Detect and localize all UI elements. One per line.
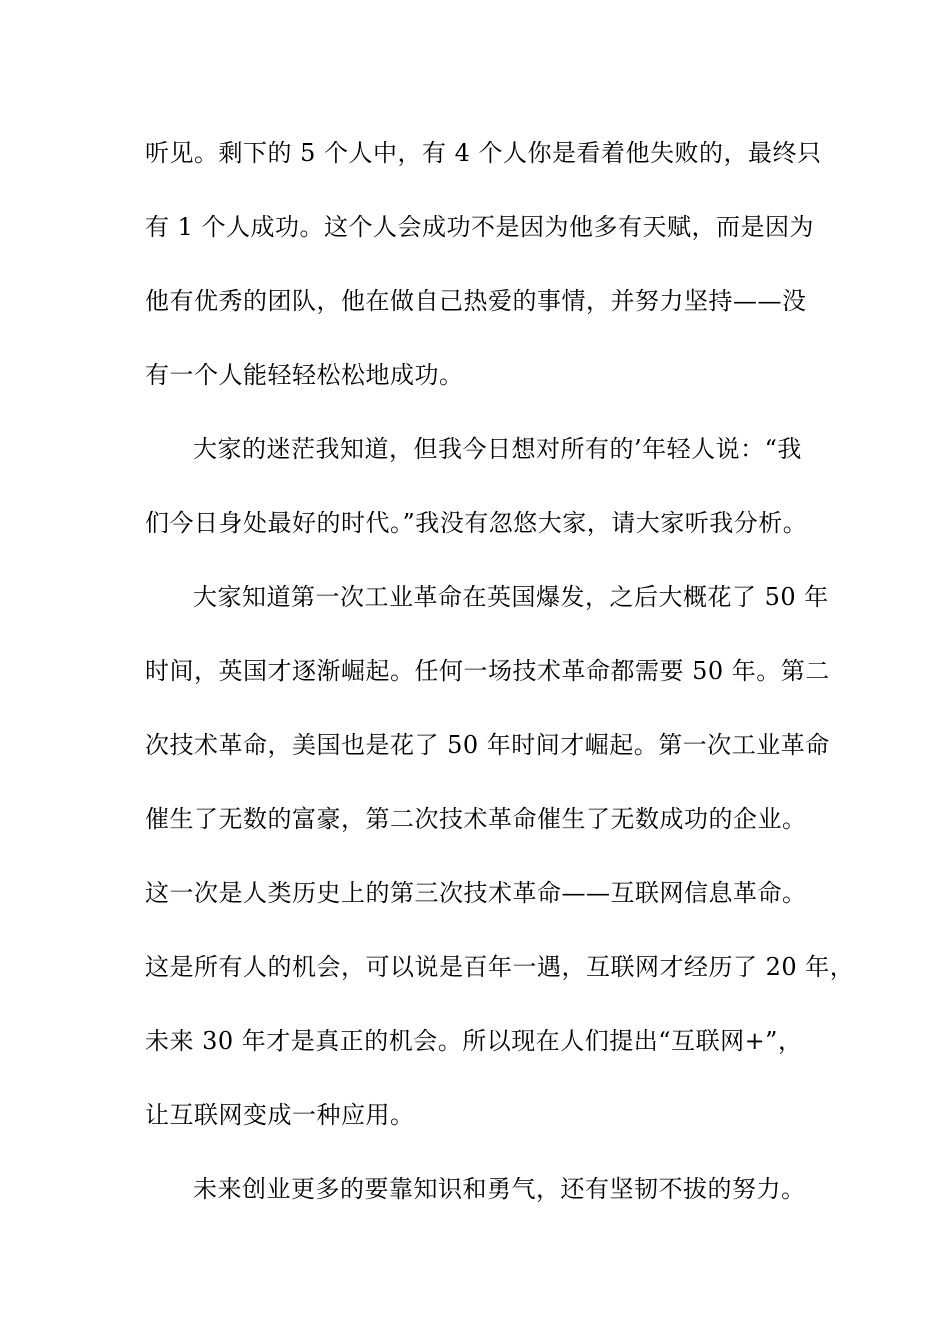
text-line: 有一个人能轻轻松松地成功。 (145, 361, 464, 389)
text-line: 催生了无数的富豪，第二次技术革命催生了无数成功的企业。 (145, 805, 807, 833)
text-line: 他有优秀的团队，他在做自己热爱的事情，并努力坚持——没 (145, 287, 807, 315)
text-line: 让互联网变成一种应用。 (145, 1101, 415, 1129)
text-line: 这是所有人的机会，可以说是百年一遇，互联网才经历了 20 年， (145, 953, 855, 981)
text-line: 们今日身处最好的时代。”我没有忽悠大家，请大家听我分析。 (145, 509, 808, 537)
text-line: 时间，英国才逐渐崛起。任何一场技术革命都需要 50 年。第二 (145, 657, 830, 685)
text-line: 听见。剩下的 5 个人中，有 4 个人你是看着他失败的，最终只 (145, 139, 822, 167)
text-line: 次技术革命，美国也是花了 50 年时间才崛起。第一次工业革命 (145, 731, 830, 759)
text-line: 未来创业更多的要靠知识和勇气，还有坚韧不拔的努力。 (193, 1175, 806, 1203)
text-line: 这一次是人类历史上的第三次技术革命——互联网信息革命。 (145, 879, 807, 907)
text-line: 大家的迷茫我知道，但我今日想对所有的’年轻人说：“我 (193, 435, 802, 463)
text-line: 大家知道第一次工业革命在英国爆发，之后大概花了 50 年 (193, 583, 829, 611)
text-line: 有 1 个人成功。这个人会成功不是因为他多有天赋，而是因为 (145, 213, 815, 241)
text-line: 未来 30 年才是真正的机会。所以现在人们提出“互联网+”， (145, 1027, 803, 1055)
body-text (145, 128, 855, 1238)
